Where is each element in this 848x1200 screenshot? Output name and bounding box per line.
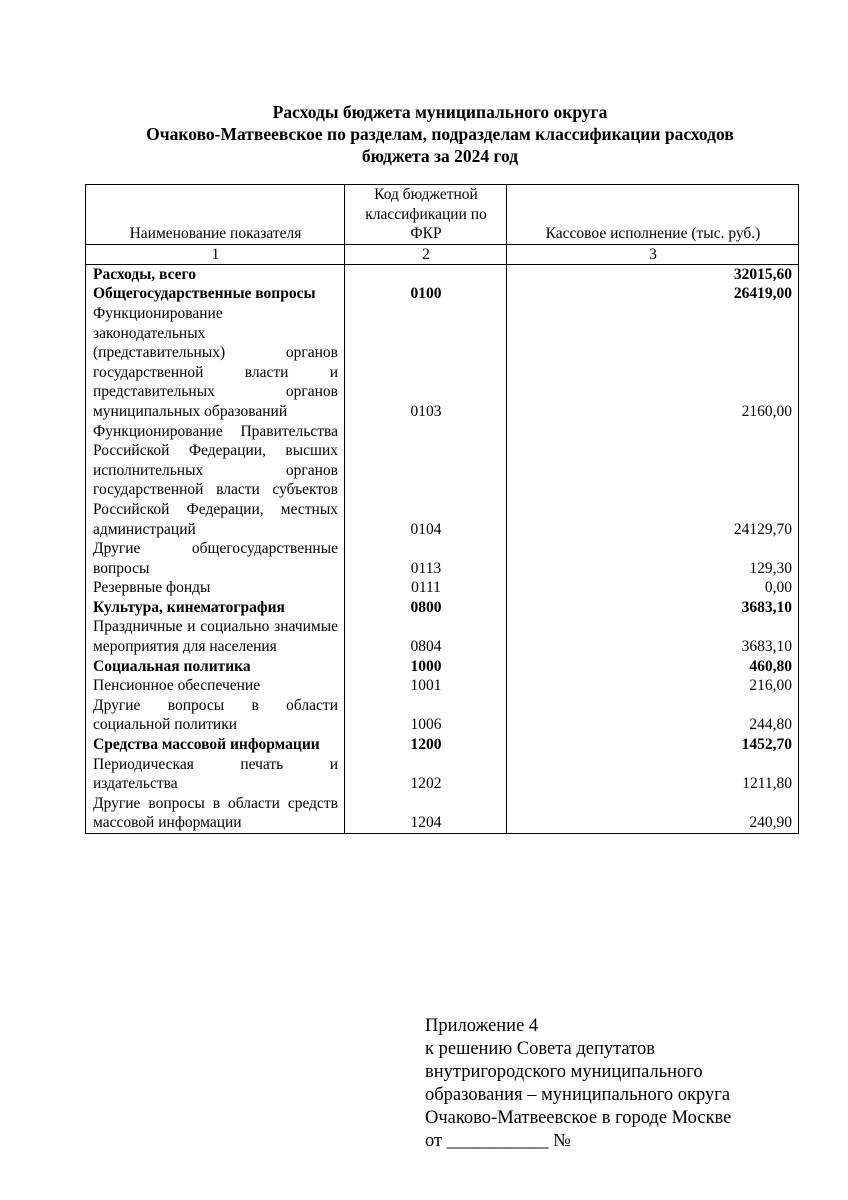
table-row — [86, 578, 799, 598]
appendix-line: к решению Совета депутатов — [425, 1039, 655, 1059]
appendix-note — [425, 1015, 825, 1153]
row-name: Расходы, всего — [86, 264, 345, 284]
row-name: Функционирование законодательных (представительных) органов государственной власти и представительных органов муниципальных образований — [86, 304, 345, 422]
row-code: 0103 — [345, 304, 507, 422]
budget-expenses-table — [85, 184, 799, 834]
row-amount: 3683,10 — [507, 617, 799, 656]
document-title — [60, 101, 820, 167]
table-row — [86, 284, 799, 304]
row-name: Средства массовой информации — [86, 735, 345, 755]
row-code: 1204 — [345, 794, 507, 834]
row-code: 0113 — [345, 539, 507, 578]
table-row — [86, 264, 799, 284]
table-row — [86, 735, 799, 755]
appendix-line: Очаково-Матвеевское в городе Москве — [425, 1108, 732, 1128]
row-code: 1202 — [345, 755, 507, 794]
row-name: Праздничные и социально значимые мероприятия для населения — [86, 617, 345, 656]
row-amount: 244,80 — [507, 696, 799, 735]
row-amount: 2160,00 — [507, 304, 799, 422]
row-name: Культура, кинематография — [86, 598, 345, 618]
row-name: Резервные фонды — [86, 578, 345, 598]
appendix-line: образования – муниципального округа — [425, 1085, 731, 1105]
row-name: Пенсионное обеспечение — [86, 676, 345, 696]
row-name: Другие вопросы в области социальной политики — [86, 696, 345, 735]
row-amount: 216,00 — [507, 676, 799, 696]
header-name: Наименование показателя — [86, 185, 345, 245]
appendix-line: от ___________ № — [425, 1131, 571, 1151]
row-code: 0804 — [345, 617, 507, 656]
table-row — [86, 539, 799, 578]
row-code: 0100 — [345, 284, 507, 304]
row-amount: 240,90 — [507, 794, 799, 834]
title-line-1: Расходы бюджета муниципального округа — [272, 102, 608, 122]
column-number: 3 — [507, 244, 799, 264]
table-header-row — [86, 185, 799, 245]
row-amount: 460,80 — [507, 657, 799, 677]
title-line-3: бюджета за 2024 год — [361, 146, 519, 166]
row-code: 1200 — [345, 735, 507, 755]
table-row — [86, 617, 799, 656]
table-row — [86, 598, 799, 618]
row-amount: 129,30 — [507, 539, 799, 578]
table-row — [86, 794, 799, 834]
column-number: 2 — [345, 244, 507, 264]
header-code: Код бюджетной классификации по ФКР — [345, 185, 507, 245]
row-name: Социальная политика — [86, 657, 345, 677]
row-code: 1001 — [345, 676, 507, 696]
row-amount: 0,00 — [507, 578, 799, 598]
table-row — [86, 657, 799, 677]
row-code: 1006 — [345, 696, 507, 735]
row-amount: 32015,60 — [507, 264, 799, 284]
row-name: Другие общегосударственные вопросы — [86, 539, 345, 578]
table-row — [86, 755, 799, 794]
appendix-line: Приложение 4 — [425, 1016, 539, 1036]
row-name: Другие вопросы в области средств массовой информации — [86, 794, 345, 834]
row-name: Функционирование Правительства Российской Федерации, высших исполнительных органов государственной власти субъектов Российской Федерации, местных администраций — [86, 422, 345, 540]
row-amount: 24129,70 — [507, 422, 799, 540]
table-row — [86, 676, 799, 696]
row-code: 0111 — [345, 578, 507, 598]
header-amount: Кассовое исполнение (тыс. руб.) — [507, 185, 799, 245]
table-row — [86, 696, 799, 735]
row-amount: 1211,80 — [507, 755, 799, 794]
row-code: 0800 — [345, 598, 507, 618]
row-name: Периодическая печать и издательства — [86, 755, 345, 794]
table-row — [86, 304, 799, 422]
row-code — [345, 264, 507, 284]
row-code: 0104 — [345, 422, 507, 540]
column-number-row — [86, 244, 799, 264]
appendix-line: внутригородского муниципального — [425, 1062, 703, 1082]
row-amount: 3683,10 — [507, 598, 799, 618]
title-line-2: Очаково-Матвеевское по разделам, подразделам классификации расходов — [146, 124, 734, 144]
column-number: 1 — [86, 244, 345, 264]
row-code: 1000 — [345, 657, 507, 677]
row-amount: 26419,00 — [507, 284, 799, 304]
table-row — [86, 422, 799, 540]
row-amount: 1452,70 — [507, 735, 799, 755]
row-name: Общегосударственные вопросы — [86, 284, 345, 304]
